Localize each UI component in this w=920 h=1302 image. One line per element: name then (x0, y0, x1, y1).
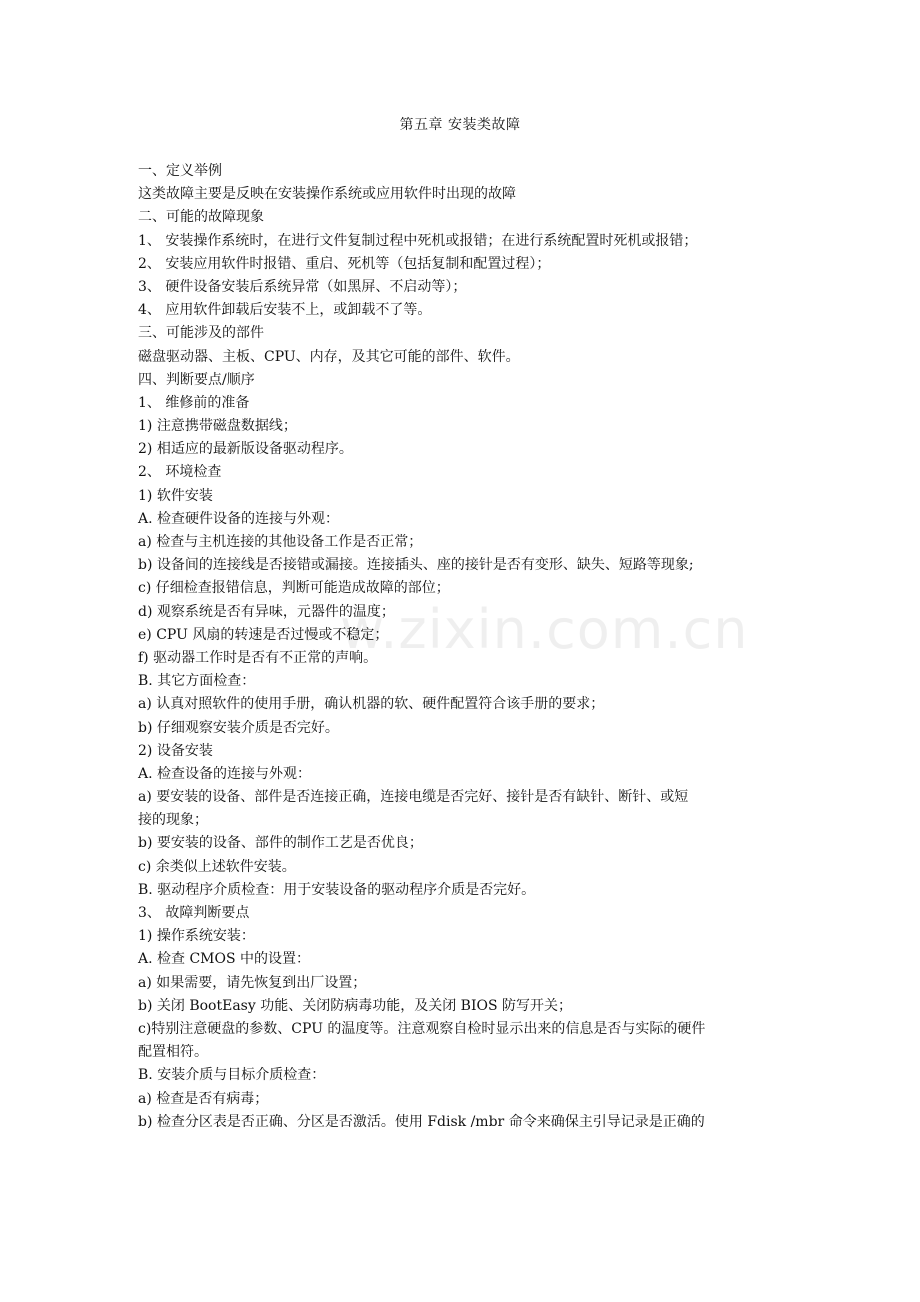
list-item: B. 驱动程序介质检查：用于安装设备的驱动程序介质是否完好。 (138, 881, 536, 898)
section-heading: 一、定义举例 (138, 163, 222, 179)
list-item-continuation: 接的现象； (138, 812, 208, 829)
list-item: B. 其它方面检查： (138, 673, 256, 690)
list-item: a) 检查是否有病毒； (138, 1090, 269, 1107)
list-item: a) 如果需要，请先恢复到出厂设置； (138, 974, 367, 991)
subsection-heading: 2、 环境检查 (138, 464, 222, 481)
list-item: f) 驱动器工作时是否有不正常的声响。 (138, 649, 378, 666)
list-item: 1、 安装操作系统时，在进行文件复制过程中死机或报错；在进行系统配置时死机或报错； (138, 232, 698, 249)
list-item: A. 检查设备的连接与外观： (138, 765, 312, 782)
list-item: b) 仔细观察安装介质是否完好。 (138, 719, 339, 736)
list-item: A. 检查 CMOS 中的设置： (138, 951, 311, 968)
list-item-continuation: 配置相符。 (138, 1044, 208, 1061)
list-item: b) 要安装的设备、部件的制作工艺是否优良； (138, 835, 423, 852)
list-item: 4、 应用软件卸载后安装不上，或卸载不了等。 (138, 302, 432, 319)
list-item: b) 设备间的连接线是否接错或漏接。连接插头、座的接针是否有变形、缺失、短路等现象; (138, 557, 694, 574)
list-item: B. 安装介质与目标介质检查： (138, 1067, 326, 1084)
subsection-heading: 3、 故障判断要点 (138, 905, 250, 921)
list-item: 1) 软件安装 (138, 487, 213, 504)
list-item: c) 仔细检查报错信息，判断可能造成故障的部位； (138, 580, 450, 597)
document-body (138, 160, 788, 1134)
section-heading: 三、可能涉及的部件 (138, 325, 264, 342)
list-item: 3、 硬件设备安装后系统异常（如黑屏、不启动等）； (138, 278, 467, 295)
paragraph-line: 磁盘驱动器、主板、CPU、内存，及其它可能的部件、软件。 (138, 348, 520, 365)
list-item: 1) 操作系统安装： (138, 928, 255, 945)
paragraph-line: 这类故障主要是反映在安装操作系统或应用软件时出现的故障 (138, 186, 516, 203)
section-heading: 二、可能的故障现象 (138, 209, 264, 226)
list-item: b) 关闭 BootEasy 功能、关闭防病毒功能，及关闭 BIOS 防写开关； (138, 997, 572, 1014)
list-item: 2) 相适应的最新版设备驱动程序。 (138, 441, 353, 458)
subsection-heading: 1、 维修前的准备 (138, 394, 250, 411)
list-item: 2) 设备安装 (138, 742, 213, 759)
list-item: e) CPU 风扇的转速是否过慢或不稳定； (138, 626, 389, 643)
list-item: c)特别注意硬盘的参数、CPU 的温度等。注意观察自检时显示出来的信息是否与实际的硬件 (138, 1020, 706, 1037)
section-heading: 四、判断要点/顺序 (138, 371, 255, 388)
list-item: a) 认真对照软件的使用手册，确认机器的软、硬件配置符合该手册的要求； (138, 696, 605, 713)
list-item: A. 检查硬件设备的连接与外观： (138, 510, 340, 527)
list-item: a) 检查与主机连接的其他设备工作是否正常； (138, 534, 423, 550)
list-item: c) 余类似上述软件安装。 (138, 858, 296, 875)
list-item: a) 要安装的设备、部件是否连接正确，连接电缆是否完好、接针是否有缺针、断针、或短 (138, 789, 689, 806)
list-item: d) 观察系统是否有异味，元器件的温度； (138, 603, 395, 620)
watermark-text: w.zixin.com.cn (340, 598, 749, 661)
list-item: b) 检查分区表是否正确、分区是否激活。使用 Fdisk /mbr 命令来确保主引导记录是正确的 (138, 1113, 705, 1130)
chapter-title: 第五章 安装类故障 (399, 117, 521, 133)
list-item: 1) 注意携带磁盘数据线； (138, 418, 297, 435)
list-item: 2、 安装应用软件时报错、重启、死机等（包括复制和配置过程）； (138, 255, 551, 272)
